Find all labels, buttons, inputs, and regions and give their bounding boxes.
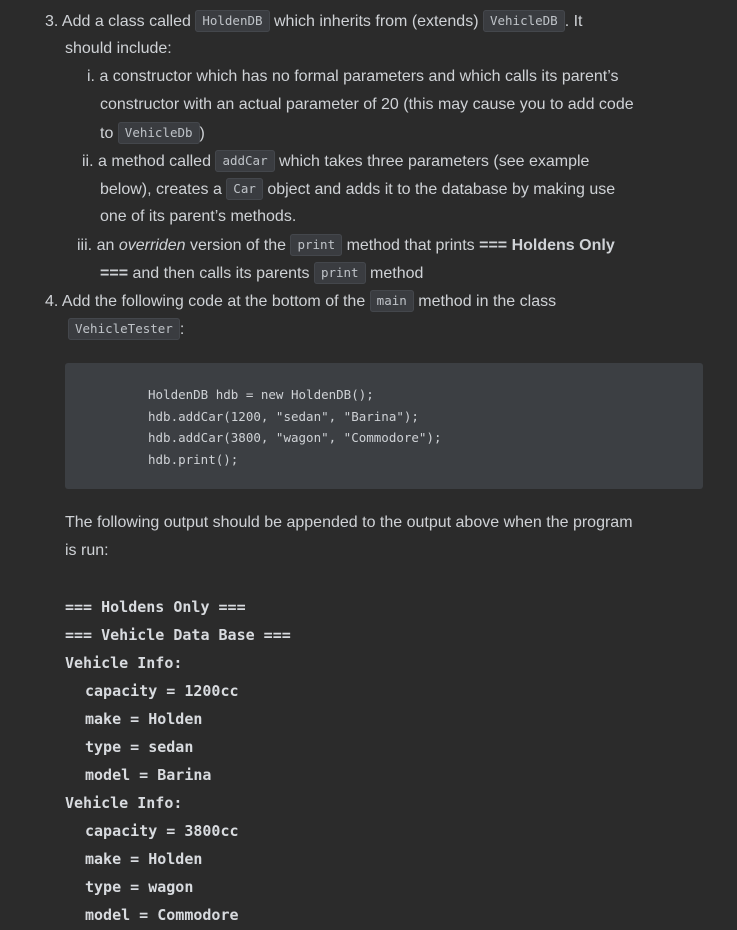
- sub-iii-text-a: an: [96, 237, 115, 254]
- sub-ii-line-2: [100, 175, 615, 204]
- output-line: capacity = 3800cc: [85, 822, 239, 840]
- sub-iii-number: iii.: [77, 237, 93, 254]
- paragraph-line-2: is run:: [65, 542, 109, 559]
- code-main: main: [370, 290, 414, 312]
- output-line: make = Holden: [85, 710, 203, 728]
- output-line: === Vehicle Data Base ===: [65, 626, 291, 644]
- output-line: model = Barina: [85, 766, 212, 784]
- item-4-text-b: method in the class: [418, 293, 557, 310]
- code-car: Car: [226, 178, 263, 200]
- output-line: === Holdens Only ===: [65, 598, 246, 616]
- output-line: Vehicle Info:: [65, 794, 183, 812]
- sub-iii-text-d: and then calls its parents: [132, 265, 310, 282]
- sub-iii-text-b: version of the: [189, 237, 287, 254]
- code-vehicletester: VehicleTester: [68, 318, 180, 340]
- item-3-text-b: which inherits from (extends): [274, 13, 479, 30]
- sub-ii-text-d: object and adds it to the database by making use: [267, 181, 616, 198]
- paragraph-line-1: The following output should be appended to the output above when the program: [65, 514, 633, 531]
- sub-iii-strong-a: === Holdens Only: [479, 237, 615, 254]
- item-3-text-c: . It: [564, 13, 583, 30]
- sub-iii-text-e: method: [370, 265, 424, 282]
- code-print: print: [290, 234, 342, 256]
- item-3-line-2: should include:: [65, 40, 172, 57]
- code-holdendb: HoldenDB: [195, 10, 269, 32]
- sub-i-text: a constructor which has no formal parameters and which calls its parent’s: [99, 68, 619, 85]
- output-line: Vehicle Info:: [65, 654, 183, 672]
- code-line: HoldenDB hdb = new HoldenDB();: [148, 387, 374, 402]
- output-line: model = Commodore: [85, 906, 239, 924]
- sub-i-number: i.: [87, 68, 95, 85]
- sub-i-close: ): [199, 125, 205, 142]
- item-4-line-1: [45, 287, 556, 316]
- sub-ii-line-1: [82, 147, 589, 176]
- code-block-content: [148, 384, 442, 470]
- item-4-text-a: Add the following code at the bottom of the: [61, 293, 366, 310]
- item-4-number: 4.: [45, 293, 59, 310]
- output-line: make = Holden: [85, 850, 203, 868]
- sub-iii-line-2: [100, 259, 423, 288]
- sub-i-line-2: constructor with an actual parameter of 20 (this may cause you to add code: [100, 96, 634, 113]
- sub-ii-text-a: a method called: [98, 153, 211, 170]
- code-vehicledb-lower: VehicleDb: [118, 122, 200, 144]
- item-3-line-1: [45, 7, 582, 36]
- item-3-text-a: Add a class called: [61, 13, 191, 30]
- sub-i-text-to: to: [100, 125, 114, 142]
- output-line: type = sedan: [85, 738, 194, 756]
- sub-ii-text-c: below), creates a: [100, 181, 222, 198]
- sub-iii-strong-b: ===: [100, 265, 129, 282]
- output-line: capacity = 1200cc: [85, 682, 239, 700]
- item-4-text-c: :: [179, 321, 185, 338]
- code-addcar: addCar: [215, 150, 274, 172]
- output-line: type = wagon: [85, 878, 194, 896]
- sub-iii-emphasis: overriden: [118, 237, 186, 254]
- sub-iii-line-1: [77, 231, 615, 260]
- code-block: [65, 363, 703, 489]
- item-4-line-2: [68, 315, 184, 344]
- sub-ii-line-3: one of its parent’s methods.: [100, 208, 297, 225]
- code-print-2: print: [314, 262, 366, 284]
- sub-i-line-3: [100, 119, 205, 148]
- code-line: hdb.addCar(1200, "sedan", "Barina");: [148, 408, 419, 424]
- sub-ii-text-b: which takes three parameters (see example: [279, 153, 590, 170]
- code-vehicledb: VehicleDB: [483, 10, 565, 32]
- sub-iii-text-c: method that prints: [346, 237, 475, 254]
- sub-ii-number: ii.: [82, 153, 94, 170]
- code-line: hdb.print();: [148, 451, 239, 467]
- item-3-number: 3.: [45, 13, 59, 30]
- code-line: hdb.addCar(3800, "wagon", "Commodore");: [148, 430, 442, 445]
- sub-i-line-1: [87, 63, 619, 91]
